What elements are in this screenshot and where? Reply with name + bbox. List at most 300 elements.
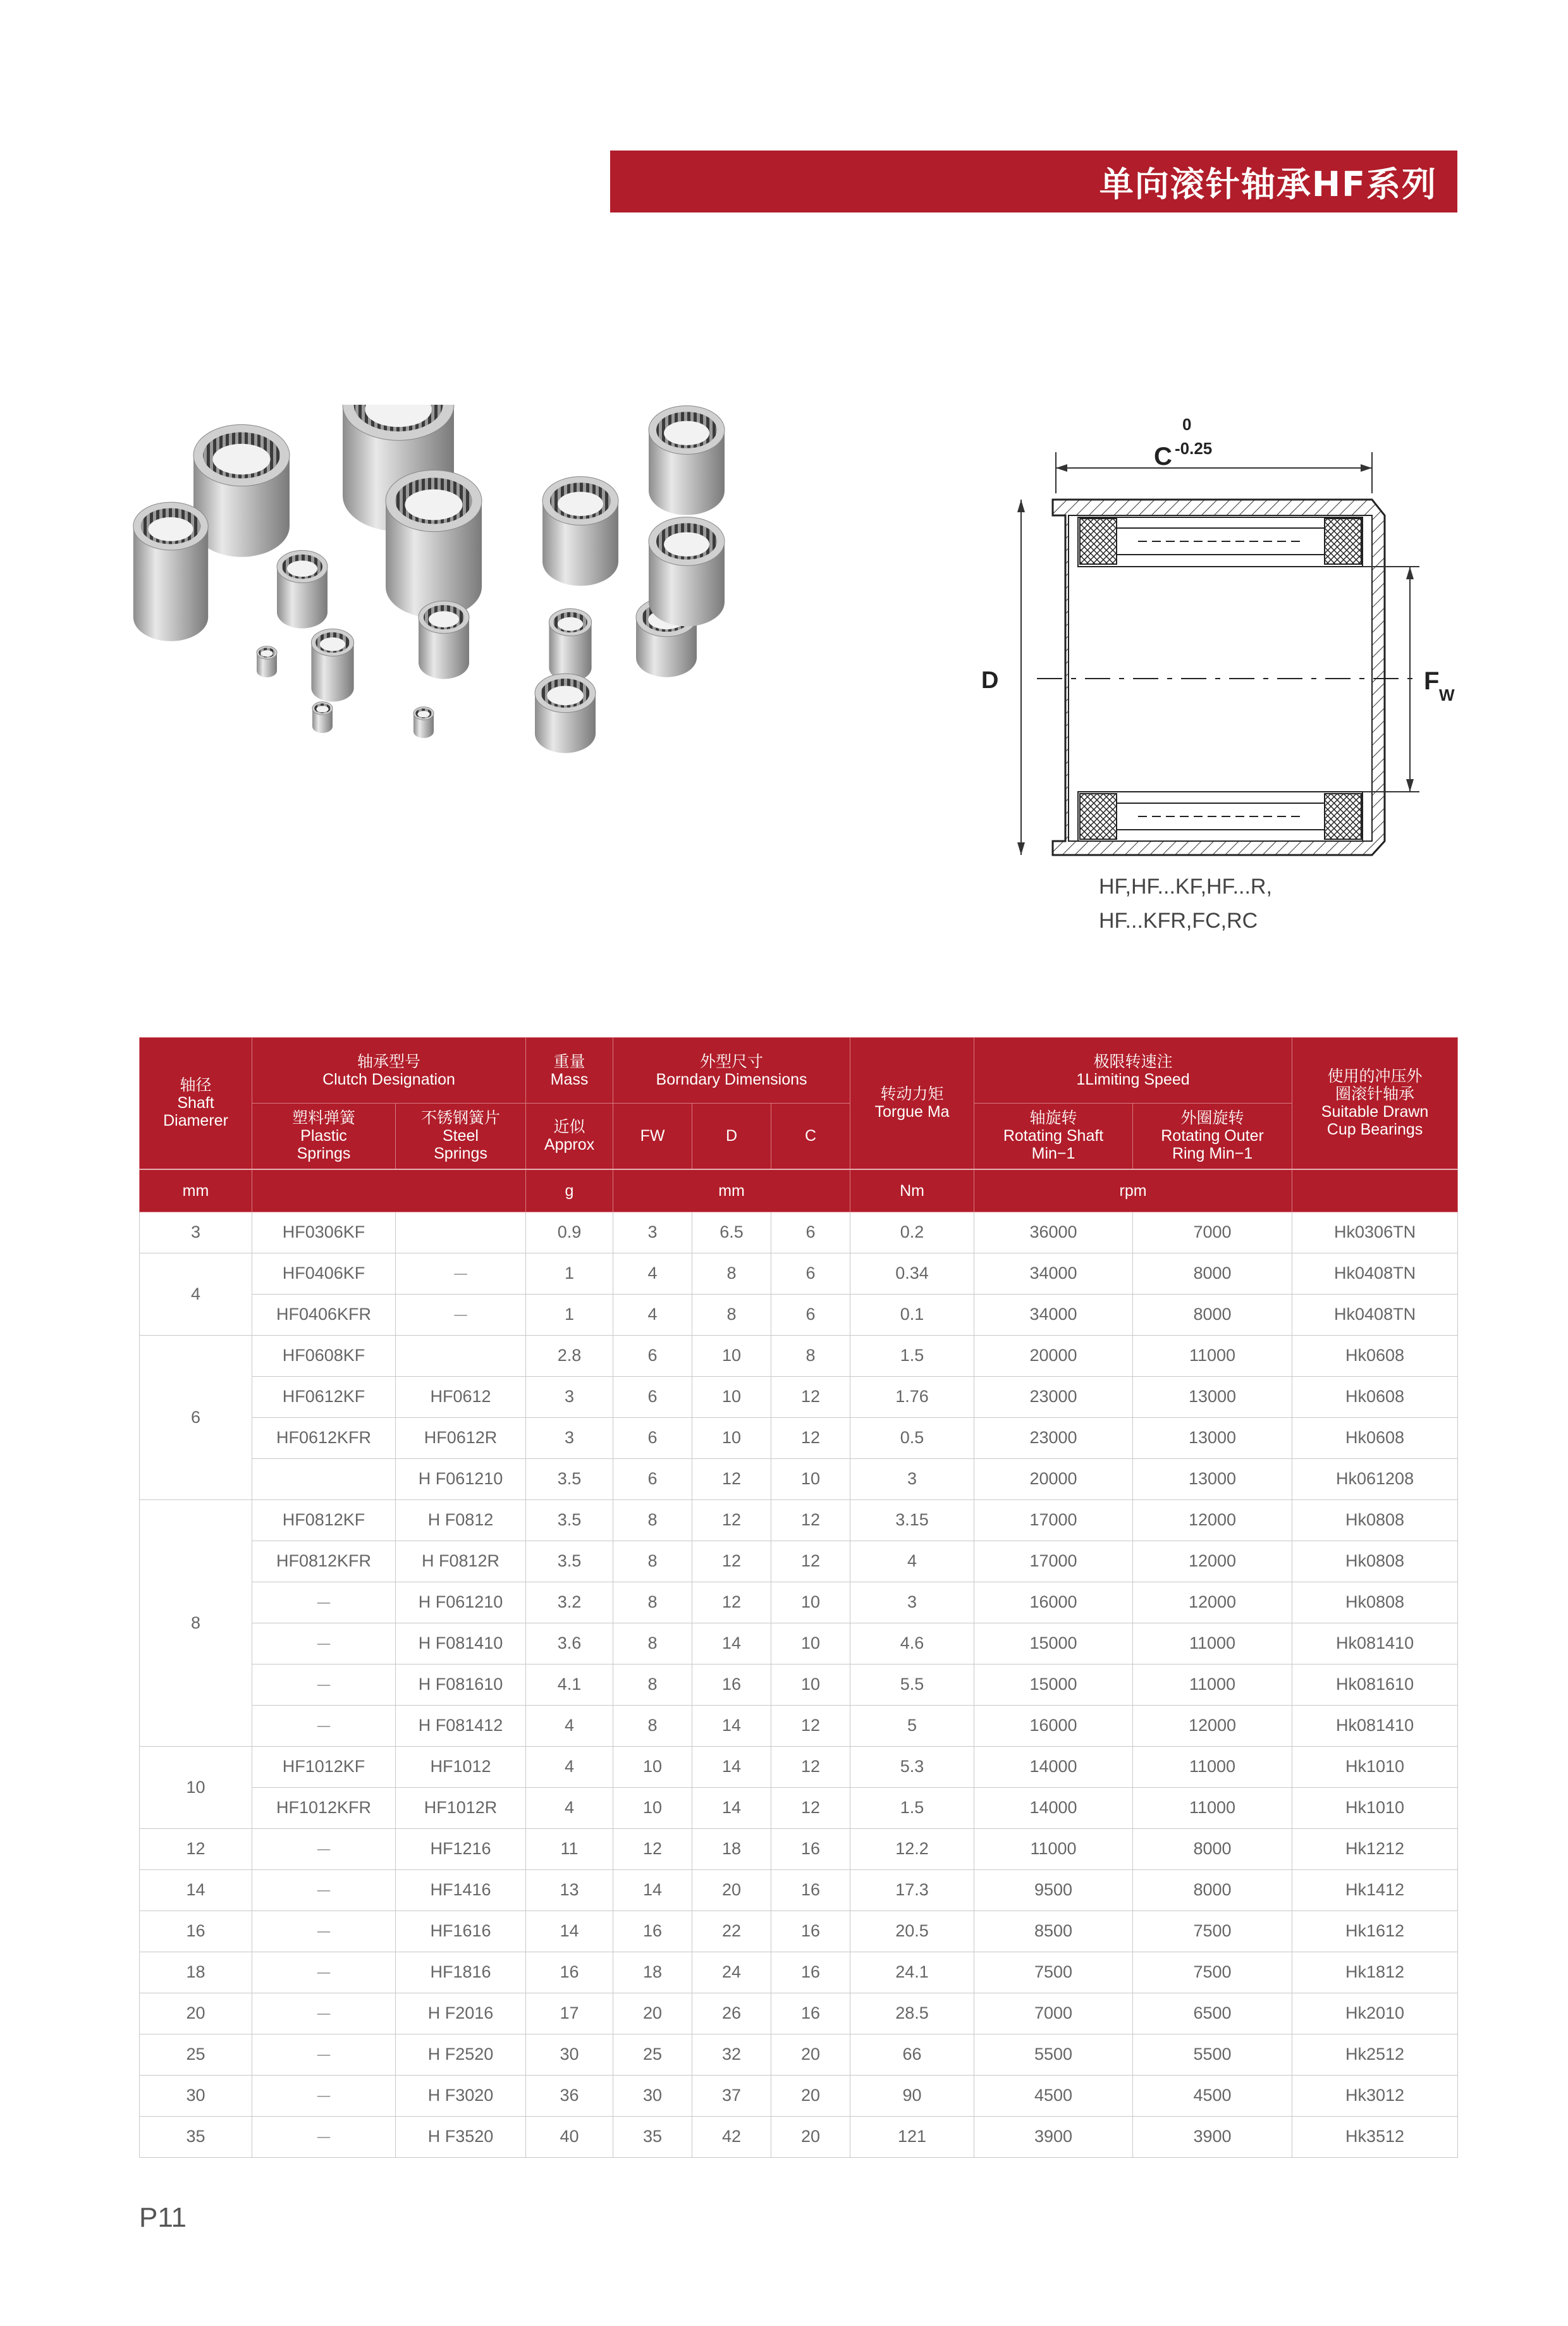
- cell-fw: 30: [613, 2075, 692, 2116]
- header-steel-springs: 不锈钢簧片 Steel Springs: [396, 1104, 526, 1169]
- cell-rotating-outer-speed: 11000: [1133, 1664, 1292, 1705]
- bearings-photo: [120, 405, 948, 873]
- cell-rotating-outer-speed: 12000: [1133, 1499, 1292, 1541]
- cell-cup-bearing: Hk1010: [1292, 1746, 1458, 1787]
- cell-c: 12: [771, 1417, 850, 1458]
- cell-torque: 3: [850, 1458, 974, 1499]
- cell-c: 12: [771, 1376, 850, 1417]
- cell-c: 12: [771, 1541, 850, 1582]
- cell-mass: 40: [526, 2116, 613, 2157]
- cell-shaft: 10: [140, 1746, 252, 1828]
- cell-fw: 8: [613, 1499, 692, 1541]
- cell-mass: 3.5: [526, 1499, 613, 1541]
- cell-rotating-outer-speed: 11000: [1133, 1335, 1292, 1376]
- cell-d: 14: [692, 1787, 771, 1828]
- cell-cup-bearing: Hk3012: [1292, 2075, 1458, 2116]
- header-d: D: [692, 1104, 771, 1169]
- table-row: [140, 2075, 1458, 2116]
- cell-fw: 4: [613, 1294, 692, 1335]
- cell-d: 10: [692, 1335, 771, 1376]
- table-row: [140, 1787, 1458, 1828]
- unit-dims: mm: [613, 1169, 850, 1212]
- cell-c: 20: [771, 2075, 850, 2116]
- cell-steel-model: HF1216: [396, 1828, 526, 1869]
- cell-cup-bearing: Hk081410: [1292, 1705, 1458, 1746]
- cell-rotating-outer-speed: 11000: [1133, 1746, 1292, 1787]
- table-row: [140, 1664, 1458, 1705]
- cell-rotating-shaft-speed: 20000: [974, 1335, 1133, 1376]
- cell-c: 10: [771, 1623, 850, 1664]
- cell-shaft: 6: [140, 1335, 252, 1499]
- cell-rotating-shaft-speed: 17000: [974, 1499, 1133, 1541]
- cell-cup-bearing: Hk0608: [1292, 1335, 1458, 1376]
- header-fw: FW: [613, 1104, 692, 1169]
- cell-rotating-shaft-speed: 3900: [974, 2116, 1133, 2157]
- cell-c: 6: [771, 1253, 850, 1294]
- cell-torque: 17.3: [850, 1869, 974, 1911]
- cell-rotating-shaft-speed: 11000: [974, 1828, 1133, 1869]
- cell-steel-model: [396, 1335, 526, 1376]
- cell-cup-bearing: Hk0808: [1292, 1582, 1458, 1623]
- cell-fw: 25: [613, 2034, 692, 2075]
- cell-c: 6: [771, 1212, 850, 1253]
- cell-rotating-outer-speed: 5500: [1133, 2034, 1292, 2075]
- cell-torque: 28.5: [850, 1993, 974, 2034]
- table-row: [140, 1541, 1458, 1582]
- cell-torque: 1.5: [850, 1787, 974, 1828]
- cell-d: 14: [692, 1623, 771, 1664]
- cell-c: 6: [771, 1294, 850, 1335]
- cell-rotating-outer-speed: 4500: [1133, 2075, 1292, 2116]
- cell-mass: 30: [526, 2034, 613, 2075]
- table-row: [140, 2116, 1458, 2157]
- cell-mass: 14: [526, 1911, 613, 1952]
- cell-plastic-model: －: [252, 1993, 396, 2034]
- cell-torque: 90: [850, 2075, 974, 2116]
- cell-mass: 13: [526, 1869, 613, 1911]
- cell-mass: 3.5: [526, 1458, 613, 1499]
- cell-mass: 16: [526, 1952, 613, 1993]
- cell-rotating-outer-speed: 7500: [1133, 1952, 1292, 1993]
- cell-torque: 5.3: [850, 1746, 974, 1787]
- cell-rotating-shaft-speed: 16000: [974, 1582, 1133, 1623]
- cell-c: 10: [771, 1582, 850, 1623]
- cell-steel-model: H F2520: [396, 2034, 526, 2075]
- unit-blank: [252, 1169, 526, 1212]
- table-row: [140, 2034, 1458, 2075]
- cell-d: 14: [692, 1705, 771, 1746]
- cell-mass: 3.5: [526, 1541, 613, 1582]
- cell-steel-model: HF0612R: [396, 1417, 526, 1458]
- cell-torque: 3: [850, 1582, 974, 1623]
- cell-rotating-shaft-speed: 15000: [974, 1623, 1133, 1664]
- cell-d: 6.5: [692, 1212, 771, 1253]
- header-clutch-designation: 轴承型号 Clutch Designation: [252, 1038, 526, 1104]
- cell-rotating-shaft-speed: 23000: [974, 1376, 1133, 1417]
- cell-plastic-model: －: [252, 1705, 396, 1746]
- cell-steel-model: HF0612: [396, 1376, 526, 1417]
- cell-d: 18: [692, 1828, 771, 1869]
- cell-rotating-outer-speed: 12000: [1133, 1582, 1292, 1623]
- spec-table: [139, 1037, 1458, 2158]
- table-row: [140, 1952, 1458, 1993]
- cell-rotating-outer-speed: 3900: [1133, 2116, 1292, 2157]
- cell-rotating-outer-speed: 13000: [1133, 1417, 1292, 1458]
- cell-cup-bearing: Hk0408TN: [1292, 1294, 1458, 1335]
- cell-mass: 4.1: [526, 1664, 613, 1705]
- cell-steel-model: H F2016: [396, 1993, 526, 2034]
- cell-d: 12: [692, 1499, 771, 1541]
- cell-plastic-model: －: [252, 1911, 396, 1952]
- cell-cup-bearing: Hk0808: [1292, 1541, 1458, 1582]
- cell-cup-bearing: Hk2010: [1292, 1993, 1458, 2034]
- cell-steel-model: [396, 1212, 526, 1253]
- cell-d: 10: [692, 1376, 771, 1417]
- table-row: [140, 1828, 1458, 1869]
- cell-fw: 35: [613, 2116, 692, 2157]
- bearing-cross-section-drawing: [974, 405, 1461, 860]
- cell-cup-bearing: Hk1010: [1292, 1787, 1458, 1828]
- cell-rotating-outer-speed: 8000: [1133, 1828, 1292, 1869]
- cell-d: 22: [692, 1911, 771, 1952]
- cell-rotating-outer-speed: 7000: [1133, 1212, 1292, 1253]
- cell-plastic-model: HF0608KF: [252, 1335, 396, 1376]
- cell-cup-bearing: Hk1812: [1292, 1952, 1458, 1993]
- cell-fw: 8: [613, 1582, 692, 1623]
- unit-shaft: mm: [140, 1169, 252, 1212]
- cell-shaft: 8: [140, 1499, 252, 1746]
- cell-plastic-model: －: [252, 1664, 396, 1705]
- cell-plastic-model: HF0406KFR: [252, 1294, 396, 1335]
- cell-fw: 10: [613, 1787, 692, 1828]
- cell-torque: 66: [850, 2034, 974, 2075]
- cell-torque: 20.5: [850, 1911, 974, 1952]
- cell-cup-bearing: Hk1612: [1292, 1911, 1458, 1952]
- table-row: [140, 1294, 1458, 1335]
- cell-c: 16: [771, 1869, 850, 1911]
- cell-fw: 4: [613, 1253, 692, 1294]
- cell-d: 32: [692, 2034, 771, 2075]
- header-limiting-speed: 极限转速注 1Limiting Speed: [974, 1038, 1292, 1104]
- cell-c: 10: [771, 1664, 850, 1705]
- header-cup-bearings: 使用的冲压外 圈滚针轴承 Suitable Drawn Cup Bearings: [1292, 1038, 1458, 1169]
- cell-shaft: 3: [140, 1212, 252, 1253]
- cell-steel-model: HF1012R: [396, 1787, 526, 1828]
- cell-rotating-shaft-speed: 16000: [974, 1705, 1133, 1746]
- cell-mass: 2.8: [526, 1335, 613, 1376]
- cell-plastic-model: －: [252, 2075, 396, 2116]
- dim-d-label: D: [981, 667, 999, 694]
- page-number: P11: [139, 2202, 187, 2233]
- header-shaft: 轴径 Shaft Diamerer: [140, 1038, 252, 1169]
- cell-rotating-shaft-speed: 34000: [974, 1253, 1133, 1294]
- cell-cup-bearing: Hk0608: [1292, 1417, 1458, 1458]
- cell-steel-model: H F081412: [396, 1705, 526, 1746]
- cell-d: 14: [692, 1746, 771, 1787]
- cell-c: 12: [771, 1499, 850, 1541]
- cell-cup-bearing: Hk0408TN: [1292, 1253, 1458, 1294]
- header-rotating-shaft: 轴旋转 Rotating Shaft Min−1: [974, 1104, 1133, 1169]
- cell-steel-model: H F061210: [396, 1582, 526, 1623]
- cell-c: 8: [771, 1335, 850, 1376]
- cell-shaft: 18: [140, 1952, 252, 1993]
- table-row: [140, 1993, 1458, 2034]
- cell-plastic-model: [252, 1458, 396, 1499]
- cell-shaft: 30: [140, 2075, 252, 2116]
- cell-torque: 4: [850, 1541, 974, 1582]
- cell-d: 24: [692, 1952, 771, 1993]
- cell-rotating-outer-speed: 11000: [1133, 1623, 1292, 1664]
- cell-fw: 20: [613, 1993, 692, 2034]
- cell-shaft: 14: [140, 1869, 252, 1911]
- cell-steel-model: H F061210: [396, 1458, 526, 1499]
- cell-plastic-model: －: [252, 1952, 396, 1993]
- cell-torque: 121: [850, 2116, 974, 2157]
- cell-steel-model: －: [396, 1294, 526, 1335]
- cell-torque: 1.76: [850, 1376, 974, 1417]
- cell-plastic-model: －: [252, 1582, 396, 1623]
- cell-plastic-model: HF0612KFR: [252, 1417, 396, 1458]
- cell-rotating-outer-speed: 11000: [1133, 1787, 1292, 1828]
- cell-plastic-model: HF1012KF: [252, 1746, 396, 1787]
- cell-mass: 11: [526, 1828, 613, 1869]
- header-approx: 近似 Approx: [526, 1104, 613, 1169]
- cell-plastic-model: －: [252, 2034, 396, 2075]
- cell-rotating-shaft-speed: 17000: [974, 1541, 1133, 1582]
- table-row: [140, 1417, 1458, 1458]
- caption-line-1: HF,HF...KF,HF...R,: [1099, 875, 1272, 899]
- cell-plastic-model: HF0812KF: [252, 1499, 396, 1541]
- cell-rotating-shaft-speed: 15000: [974, 1664, 1133, 1705]
- cell-mass: 3: [526, 1376, 613, 1417]
- cell-rotating-outer-speed: 8000: [1133, 1869, 1292, 1911]
- cell-cup-bearing: Hk1212: [1292, 1828, 1458, 1869]
- cell-fw: 16: [613, 1911, 692, 1952]
- cell-mass: 4: [526, 1787, 613, 1828]
- cell-mass: 3: [526, 1417, 613, 1458]
- cell-torque: 0.5: [850, 1417, 974, 1458]
- cell-mass: 1: [526, 1253, 613, 1294]
- cell-steel-model: H F3020: [396, 2075, 526, 2116]
- dim-fw-subscript: W: [1439, 686, 1455, 705]
- cell-d: 12: [692, 1458, 771, 1499]
- cell-torque: 5: [850, 1705, 974, 1746]
- diagram-caption: [1099, 870, 1272, 938]
- cell-c: 10: [771, 1458, 850, 1499]
- cell-c: 12: [771, 1787, 850, 1828]
- cell-rotating-shaft-speed: 14000: [974, 1746, 1133, 1787]
- cell-rotating-shaft-speed: 20000: [974, 1458, 1133, 1499]
- cell-torque: 0.34: [850, 1253, 974, 1294]
- cell-shaft: 12: [140, 1828, 252, 1869]
- table-row: [140, 1582, 1458, 1623]
- table-row: [140, 1869, 1458, 1911]
- cell-fw: 10: [613, 1746, 692, 1787]
- table-row: [140, 1212, 1458, 1253]
- unit-torque: Nm: [850, 1169, 974, 1212]
- cell-torque: 1.5: [850, 1335, 974, 1376]
- cell-cup-bearing: Hk0808: [1292, 1499, 1458, 1541]
- cell-steel-model: H F0812: [396, 1499, 526, 1541]
- cell-torque: 0.2: [850, 1212, 974, 1253]
- cell-d: 8: [692, 1294, 771, 1335]
- cell-steel-model: HF1616: [396, 1911, 526, 1952]
- header-boundary-dimensions: 外型尺寸 Borndary Dimensions: [613, 1038, 850, 1104]
- unit-mass: g: [526, 1169, 613, 1212]
- cell-plastic-model: HF0406KF: [252, 1253, 396, 1294]
- cell-cup-bearing: Hk081610: [1292, 1664, 1458, 1705]
- cell-plastic-model: －: [252, 2116, 396, 2157]
- cell-rotating-outer-speed: 12000: [1133, 1705, 1292, 1746]
- cell-fw: 8: [613, 1664, 692, 1705]
- table-row: [140, 1705, 1458, 1746]
- cell-mass: 3.2: [526, 1582, 613, 1623]
- header-mass: 重量 Mass: [526, 1038, 613, 1104]
- cell-cup-bearing: Hk3512: [1292, 2116, 1458, 2157]
- cell-shaft: 4: [140, 1253, 252, 1335]
- cell-rotating-shaft-speed: 36000: [974, 1212, 1133, 1253]
- cell-fw: 6: [613, 1458, 692, 1499]
- table-row: [140, 1499, 1458, 1541]
- cell-rotating-shaft-speed: 14000: [974, 1787, 1133, 1828]
- cell-d: 12: [692, 1582, 771, 1623]
- cell-steel-model: H F081610: [396, 1664, 526, 1705]
- cell-torque: 12.2: [850, 1828, 974, 1869]
- caption-line-2: HF...KFR,FC,RC: [1099, 909, 1258, 933]
- cell-d: 10: [692, 1417, 771, 1458]
- spec-table-body: [140, 1212, 1458, 2157]
- cell-plastic-model: HF0812KFR: [252, 1541, 396, 1582]
- cell-rotating-shaft-speed: 7500: [974, 1952, 1133, 1993]
- cell-mass: 4: [526, 1746, 613, 1787]
- header-torque: 转动力矩 Torgue Ma: [850, 1038, 974, 1169]
- cell-fw: 6: [613, 1335, 692, 1376]
- table-row: [140, 1376, 1458, 1417]
- cell-steel-model: HF1416: [396, 1869, 526, 1911]
- cell-d: 26: [692, 1993, 771, 2034]
- table-row: [140, 1335, 1458, 1376]
- cell-d: 42: [692, 2116, 771, 2157]
- header-c: C: [771, 1104, 850, 1169]
- cell-fw: 14: [613, 1869, 692, 1911]
- table-row: [140, 1623, 1458, 1664]
- cell-steel-model: HF1012: [396, 1746, 526, 1787]
- cell-torque: 24.1: [850, 1952, 974, 1993]
- cell-rotating-outer-speed: 8000: [1133, 1253, 1292, 1294]
- cell-fw: 6: [613, 1376, 692, 1417]
- cell-plastic-model: HF1012KFR: [252, 1787, 396, 1828]
- cell-rotating-outer-speed: 13000: [1133, 1458, 1292, 1499]
- cell-rotating-shaft-speed: 9500: [974, 1869, 1133, 1911]
- cell-rotating-shaft-speed: 5500: [974, 2034, 1133, 2075]
- cell-torque: 5.5: [850, 1664, 974, 1705]
- cell-shaft: 16: [140, 1911, 252, 1952]
- unit-speed: rpm: [974, 1169, 1292, 1212]
- cell-rotating-shaft-speed: 8500: [974, 1911, 1133, 1952]
- cell-plastic-model: －: [252, 1623, 396, 1664]
- header-plastic-springs: 塑料弹簧 Plastic Springs: [252, 1104, 396, 1169]
- cell-fw: 3: [613, 1212, 692, 1253]
- cell-cup-bearing: Hk2512: [1292, 2034, 1458, 2075]
- table-row: [140, 1911, 1458, 1952]
- cell-fw: 6: [613, 1417, 692, 1458]
- cell-d: 12: [692, 1541, 771, 1582]
- cell-d: 20: [692, 1869, 771, 1911]
- dim-fw-label: F: [1424, 667, 1440, 695]
- cell-steel-model: H F0812R: [396, 1541, 526, 1582]
- cell-fw: 12: [613, 1828, 692, 1869]
- cell-d: 16: [692, 1664, 771, 1705]
- cell-plastic-model: －: [252, 1869, 396, 1911]
- cell-c: 20: [771, 2116, 850, 2157]
- cell-fw: 18: [613, 1952, 692, 1993]
- cell-c: 12: [771, 1705, 850, 1746]
- header-rotating-outer-ring: 外圈旋转 Rotating Outer Ring Min−1: [1133, 1104, 1292, 1169]
- cell-mass: 36: [526, 2075, 613, 2116]
- cell-shaft: 20: [140, 1993, 252, 2034]
- cell-c: 16: [771, 1993, 850, 2034]
- table-row: [140, 1253, 1458, 1294]
- cell-torque: 3.15: [850, 1499, 974, 1541]
- cell-rotating-outer-speed: 13000: [1133, 1376, 1292, 1417]
- cell-mass: 1: [526, 1294, 613, 1335]
- table-row: [140, 1746, 1458, 1787]
- cell-rotating-outer-speed: 7500: [1133, 1911, 1292, 1952]
- cell-steel-model: H F081410: [396, 1623, 526, 1664]
- tol-lower: -0.25: [1175, 439, 1213, 458]
- cell-cup-bearing: Hk0608: [1292, 1376, 1458, 1417]
- cell-torque: 0.1: [850, 1294, 974, 1335]
- cell-fw: 8: [613, 1623, 692, 1664]
- cell-cup-bearing: Hk081410: [1292, 1623, 1458, 1664]
- cell-cup-bearing: Hk0306TN: [1292, 1212, 1458, 1253]
- cell-shaft: 25: [140, 2034, 252, 2075]
- cell-steel-model: H F3520: [396, 2116, 526, 2157]
- cell-cup-bearing: Hk061208: [1292, 1458, 1458, 1499]
- cell-steel-model: HF1816: [396, 1952, 526, 1993]
- cell-cup-bearing: Hk1412: [1292, 1869, 1458, 1911]
- cell-c: 16: [771, 1952, 850, 1993]
- dim-c-label: C: [1154, 443, 1172, 471]
- cell-d: 8: [692, 1253, 771, 1294]
- cell-rotating-shaft-speed: 7000: [974, 1993, 1133, 2034]
- cell-c: 16: [771, 1911, 850, 1952]
- cell-c: 16: [771, 1828, 850, 1869]
- cell-mass: 4: [526, 1705, 613, 1746]
- cell-plastic-model: HF0306KF: [252, 1212, 396, 1253]
- unit-cup-blank: [1292, 1169, 1458, 1212]
- cell-rotating-shaft-speed: 23000: [974, 1417, 1133, 1458]
- page-title: 单向滚针轴承HF系列: [1099, 164, 1437, 204]
- cell-rotating-outer-speed: 6500: [1133, 1993, 1292, 2034]
- cell-rotating-shaft-speed: 4500: [974, 2075, 1133, 2116]
- cell-steel-model: －: [396, 1253, 526, 1294]
- cell-plastic-model: HF0612KF: [252, 1376, 396, 1417]
- cell-fw: 8: [613, 1541, 692, 1582]
- cell-c: 20: [771, 2034, 850, 2075]
- table-row: [140, 1458, 1458, 1499]
- cell-rotating-outer-speed: 12000: [1133, 1541, 1292, 1582]
- cell-c: 12: [771, 1746, 850, 1787]
- cell-mass: 0.9: [526, 1212, 613, 1253]
- cell-rotating-shaft-speed: 34000: [974, 1294, 1133, 1335]
- cell-d: 37: [692, 2075, 771, 2116]
- cell-shaft: 35: [140, 2116, 252, 2157]
- cell-fw: 8: [613, 1705, 692, 1746]
- tol-upper: 0: [1182, 415, 1192, 434]
- cell-torque: 4.6: [850, 1623, 974, 1664]
- cell-plastic-model: －: [252, 1828, 396, 1869]
